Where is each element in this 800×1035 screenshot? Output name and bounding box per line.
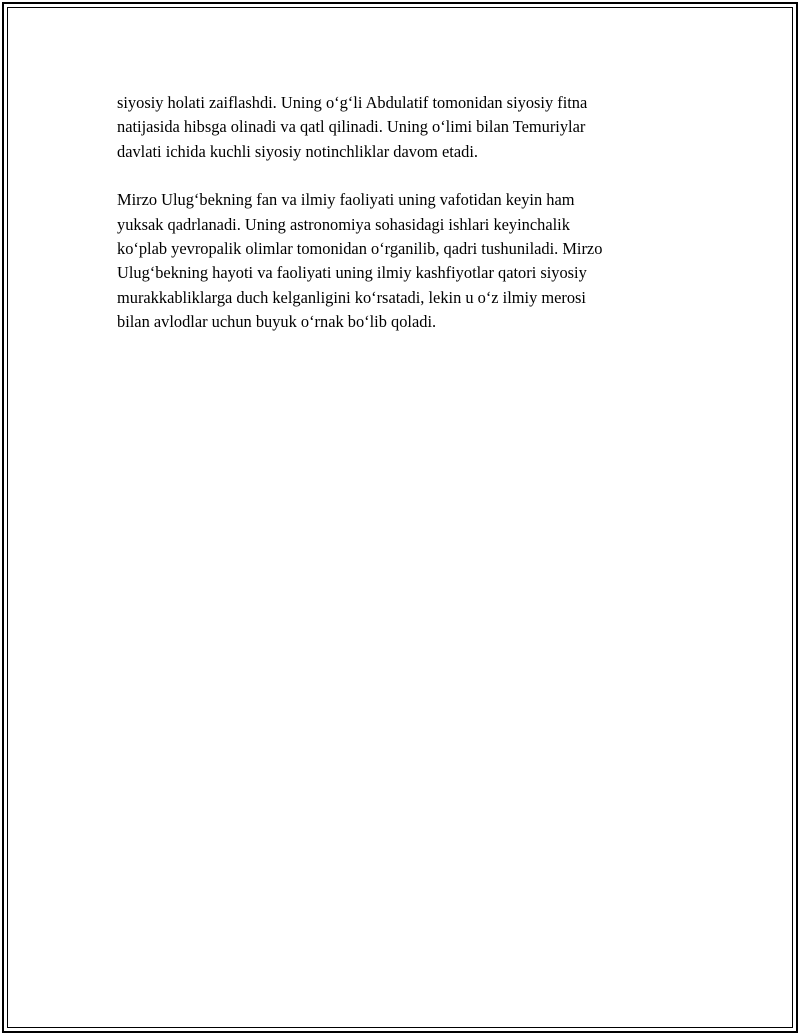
paragraph-line: Ulug‘bekning hayoti va faoliyati uning ilmiy kashfiyotlar qatori siyosiy (117, 263, 587, 283)
paragraph-line: davlati ichida kuchli siyosiy notinchliklar davom etadi. (117, 141, 478, 161)
document-body (117, 91, 677, 335)
paragraph-line: bilan avlodlar uchun buyuk o‘rnak bo‘lib qoladi. (117, 312, 437, 332)
paragraph-line: siyosiy holati zaiflashdi. Uning o‘g‘li Abdulatif tomonidan siyosiy fitna (117, 93, 588, 112)
paragraph-2 (117, 188, 677, 334)
paragraph-1 (117, 91, 677, 164)
paragraph-line: murakkabliklarga duch kelganligini ko‘rsatadi, lekin u o‘z ilmiy merosi (117, 287, 586, 307)
paragraph-line: yuksak qadrlanadi. Uning astronomiya sohasidagi ishlari keyinchalik (117, 214, 570, 234)
paragraph-line: Mirzo Ulug‘bekning fan va ilmiy faoliyati uning vafotidan keyin ham (117, 190, 575, 210)
paragraph-line: ko‘plab yevropalik olimlar tomonidan o‘rganilib, qadri tushuniladi. Mirzo (117, 239, 603, 259)
paragraph-line: natijasida hibsga olinadi va qatl qilinadi. Uning o‘limi bilan Temuriylar (117, 117, 586, 137)
